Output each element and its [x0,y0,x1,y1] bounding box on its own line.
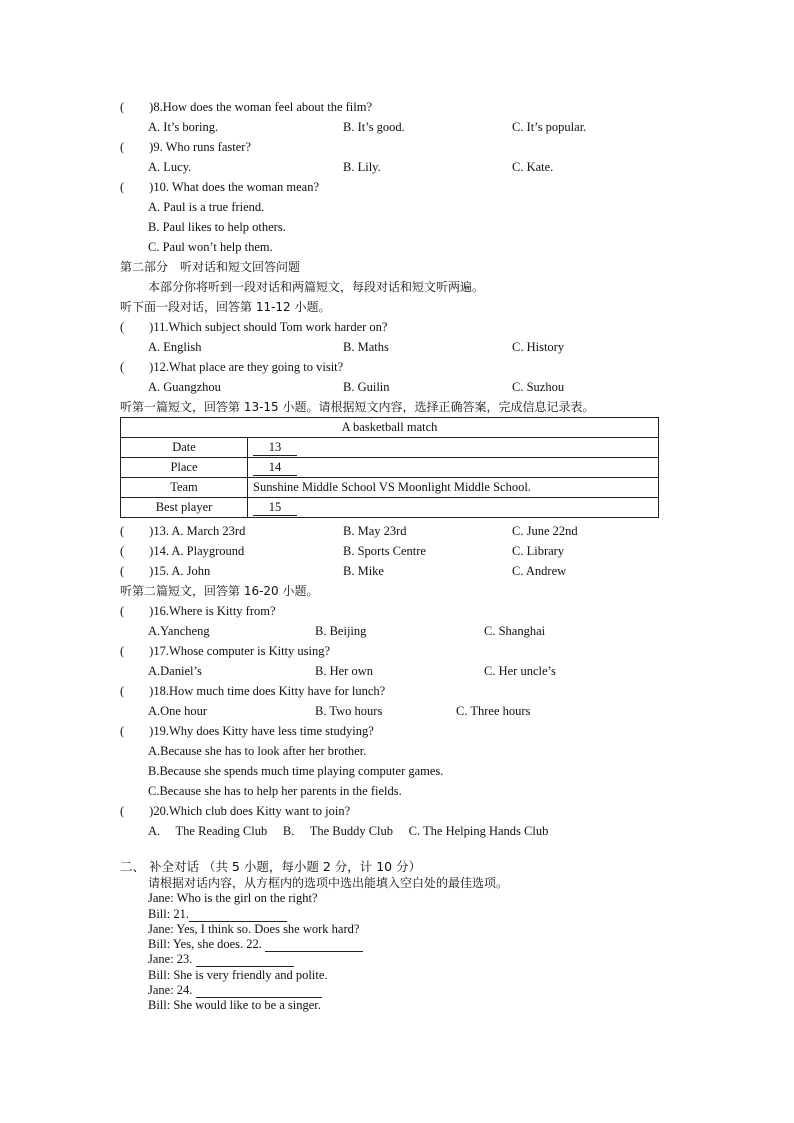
question-11-option-a: A. English [148,340,202,354]
question-19-option-b: B.Because she spends much time playing computer games. [148,764,444,778]
question-18-option-a: A.One hour [148,704,208,718]
dialogue-line-text: Bill: Yes, she does. 22. [148,937,262,951]
dialogue-line-text: Jane: 24. [148,983,193,997]
question-13-option-c: C. June 22nd [512,524,578,538]
question-16-stem: ( )16.Where is Kitty from? [120,604,276,618]
question-10-option-b: B. Paul likes to help others. [148,220,286,234]
passage-2-instruction: 听第二篇短文，回答第 16-20 小题。 [120,584,319,598]
table-row [121,438,659,458]
question-9-option-b: B. Lily. [343,160,381,174]
dialogue-line [148,952,294,967]
table-row-value [248,458,659,478]
question-8-option-c: C. It’s popular. [512,120,587,134]
question-17-stem: ( )17.Whose computer is Kitty using? [120,644,331,658]
table-header-row [121,418,659,438]
question-18-option-c: C. Three hours [456,704,531,718]
passage-1-instruction: 听第一篇短文，回答第 13-15 小题。请根据短文内容，选择正确答案，完成信息记录表。 [120,400,595,414]
question-20-options: A. The Reading Club B. The Buddy Club C. The Helping Hands Club [148,824,549,838]
part-2-title: 第二部分 听对话和短文回答问题 [120,260,301,274]
question-10-option-a: A. Paul is a true friend. [148,200,265,214]
question-19-option-c: C.Because she has to help her parents in the fields. [148,784,402,798]
question-16-option-c: C. Shanghai [484,624,546,638]
answer-blank-24[interactable] [196,983,322,998]
dialogue-line-text: Bill: 21. [148,907,189,921]
table-row [121,458,659,478]
question-9-stem: ( )9. Who runs faster? [120,140,251,154]
question-9-option-c: C. Kate. [512,160,554,174]
question-16-option-a: A.Yancheng [148,624,210,638]
dialogue-line: Bill: She would like to be a singer. [148,998,321,1012]
table-row [121,478,659,498]
dialogue-instruction: 听下面一段对话，回答第 11-12 小题。 [120,300,331,314]
answer-blank[interactable]: 15 [253,500,297,516]
question-10-option-c: C. Paul won’t help them. [148,240,273,254]
table-row [121,498,659,518]
question-8-option-a: A. It’s boring. [148,120,219,134]
dialogue-line: Jane: Yes, I think so. Does she work hard? [148,922,360,936]
question-11-option-b: B. Maths [343,340,389,354]
table-title: A basketball match [121,418,659,438]
question-18-stem: ( )18.How much time does Kitty have for lunch? [120,684,386,698]
question-16-option-b: B. Beijing [315,624,367,638]
question-14-option-c: C. Library [512,544,565,558]
question-19-stem: ( )19.Why does Kitty have less time studying? [120,724,374,738]
dialogue-line [148,937,363,952]
question-18-option-b: B. Two hours [315,704,383,718]
table-row-label: Date [121,438,248,458]
question-14-option-b: B. Sports Centre [343,544,426,558]
dialogue-line-text: Jane: 23. [148,952,193,966]
question-13-stem: ( )13. A. March 23rd [120,524,246,538]
question-8-stem: ( )8.How does the woman feel about the film? [120,100,373,114]
question-20-stem: ( )20.Which club does Kitty want to join? [120,804,351,818]
question-17-option-a: A.Daniel’s [148,664,202,678]
question-10-stem: ( )10. What does the woman mean? [120,180,320,194]
question-14-stem: ( )14. A. Playground [120,544,245,558]
table-row-value [248,498,659,518]
question-12-option-a: A. Guangzhou [148,380,221,394]
question-13-option-b: B. May 23rd [343,524,407,538]
question-12-option-c: C. Suzhou [512,380,565,394]
answer-blank-21[interactable] [189,907,287,922]
question-15-option-b: B. Mike [343,564,384,578]
basketball-match-table [120,417,659,518]
question-8-option-b: B. It’s good. [343,120,405,134]
question-17-option-b: B. Her own [315,664,373,678]
dialogue-line: Jane: Who is the girl on the right? [148,891,318,905]
answer-blank[interactable]: 13 [253,440,297,456]
question-11-stem: ( )11.Which subject should Tom work harder on? [120,320,388,334]
dialogue-line [148,907,287,922]
section-2-title: 二、 补全对话 （共 5 小题，每小题 2 分，计 10 分） [120,859,422,874]
section-2-instruction: 请根据对话内容，从方框内的选项中选出能填入空白处的最佳选项。 [148,876,509,890]
question-15-stem: ( )15. A. John [120,564,211,578]
table-row-label: Best player [121,498,248,518]
answer-blank-23[interactable] [196,952,294,967]
part-2-intro: 本部分你将听到一段对话和两篇短文，每段对话和短文听两遍。 [148,280,485,294]
table-row-label: Team [121,478,248,498]
dialogue-line: Bill: She is very friendly and polite. [148,968,328,982]
question-12-stem: ( )12.What place are they going to visit? [120,360,344,374]
table-row-label: Place [121,458,248,478]
table-row-value: Sunshine Middle School VS Moonlight Middle School. [248,478,659,498]
question-19-option-a: A.Because she has to look after her brother. [148,744,367,758]
dialogue-line [148,983,322,998]
question-11-option-c: C. History [512,340,565,354]
question-15-option-c: C. Andrew [512,564,567,578]
table-row-value [248,438,659,458]
question-12-option-b: B. Guilin [343,380,390,394]
question-9-option-a: A. Lucy. [148,160,192,174]
answer-blank-22[interactable] [265,937,363,952]
answer-blank[interactable]: 14 [253,460,297,476]
question-17-option-c: C. Her uncle’s [484,664,556,678]
